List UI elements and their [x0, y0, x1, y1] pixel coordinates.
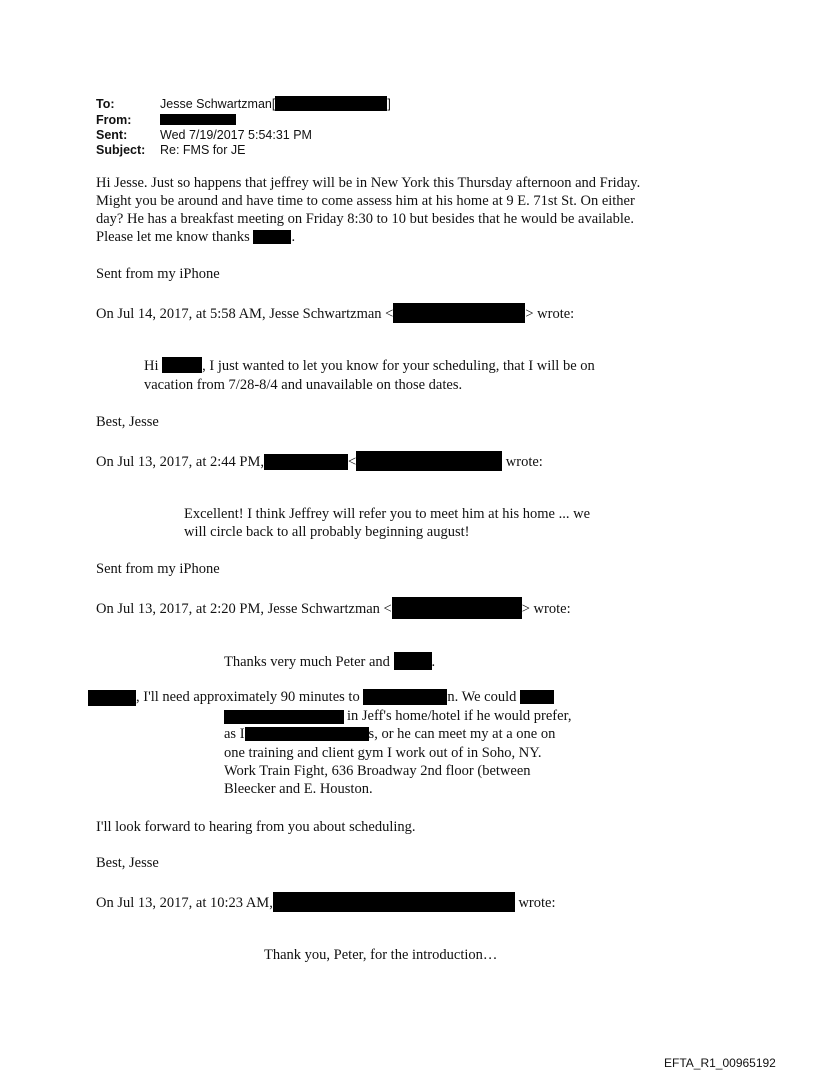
from-row [96, 112, 236, 128]
redaction-block [253, 230, 291, 244]
quoted-line: Bleecker and E. Houston. [224, 781, 373, 797]
to-close: ] [387, 97, 391, 111]
body-text: On Jul 14, 2017, at 5:58 AM, Jesse Schwartzman < [96, 306, 394, 322]
subject-label: Subject: [96, 143, 146, 157]
redaction-block [356, 451, 502, 471]
body-text: Please let me know thanks [96, 229, 250, 245]
body-line: I'll look forward to hearing from you about scheduling. [96, 819, 416, 835]
redaction-block [394, 652, 432, 670]
body-text: as I [224, 726, 245, 742]
to-row [96, 96, 391, 112]
quoted-line: will circle back to all probably beginning august! [184, 524, 470, 540]
redaction-block [245, 727, 369, 741]
redaction-block [363, 689, 447, 705]
document-id: EFTA_R1_00965192 [664, 1056, 776, 1070]
body-text: < [347, 454, 357, 470]
body-text: n. We could [447, 689, 517, 705]
redaction-block [224, 710, 344, 724]
body-text: On Jul 13, 2017, at 2:20 PM, Jesse Schwartzman < [96, 601, 392, 617]
from-label: From: [96, 113, 132, 127]
quote-header [96, 892, 556, 909]
subject-row [96, 142, 245, 158]
body-text: On Jul 13, 2017, at 2:44 PM, [96, 454, 264, 470]
body-line: day? He has a breakfast meeting on Friday 8:30 to 10 but besides that he would be available. [96, 211, 634, 227]
redaction-block [160, 114, 236, 125]
sent-label: Sent: [96, 128, 128, 142]
body-line: Might you be around and have time to come assess him at his home at 9 E. 71st St. On either [96, 193, 635, 209]
quote-header [96, 451, 543, 468]
quoted-line: vacation from 7/28-8/4 and unavailable on those dates. [144, 377, 463, 393]
quoted-line: in Jeff's home/hotel if he would prefer, [347, 708, 572, 724]
to-value: Jesse Schwartzman[ [160, 97, 276, 111]
body-text: Hi [144, 358, 159, 374]
quoted-line: Thank you, Peter, for the introduction… [264, 947, 498, 963]
signature-line: Sent from my iPhone [96, 561, 220, 577]
quoted-line [136, 689, 554, 706]
quoted-line [144, 357, 595, 374]
redaction-block [264, 454, 348, 470]
quoted-line: Work Train Fight, 636 Broadway 2nd floor (between [224, 763, 531, 779]
redaction-block [275, 96, 387, 111]
redaction-block [393, 303, 525, 323]
body-text: wrote: [505, 454, 543, 470]
quote-header [96, 303, 574, 320]
quoted-line: Excellent! I think Jeffrey will refer you to meet him at his home ... we [184, 506, 591, 522]
signature-line: Best, Jesse [96, 414, 159, 430]
redaction-block [88, 690, 136, 706]
body-text: . [431, 654, 436, 670]
quoted-line [224, 652, 435, 669]
body-text: > wrote: [521, 601, 571, 617]
quote-header [96, 597, 571, 617]
body-text: , I'll need approximately 90 minutes to [136, 689, 360, 705]
body-text: On Jul 13, 2017, at 10:23 AM, [96, 895, 273, 911]
body-text: s, or he can meet my at a one on [368, 726, 556, 742]
body-line: Hi Jesse. Just so happens that jeffrey will be in New York this Thursday afternoon and Friday. [96, 175, 641, 191]
subject-value: Re: FMS for JE [160, 143, 246, 157]
to-label: To: [96, 97, 115, 111]
body-line [96, 229, 295, 246]
redaction-block [162, 357, 202, 373]
body-text: . [291, 229, 296, 245]
signature-line: Sent from my iPhone [96, 266, 220, 282]
quoted-line [224, 726, 555, 743]
body-text: Thanks very much Peter and [224, 654, 390, 670]
body-text: > wrote: [525, 306, 575, 322]
body-text: wrote: [518, 895, 556, 911]
sent-value: Wed 7/19/2017 5:54:31 PM [160, 128, 312, 142]
redaction-block [520, 690, 554, 704]
redaction-block [392, 597, 522, 619]
signature-line: Best, Jesse [96, 855, 159, 871]
body-text: , I just wanted to let you know for your scheduling, that I will be on [202, 358, 595, 374]
redaction-block [273, 892, 515, 912]
quoted-line: one training and client gym I work out of in Soho, NY. [224, 745, 542, 761]
sent-row [96, 127, 312, 143]
